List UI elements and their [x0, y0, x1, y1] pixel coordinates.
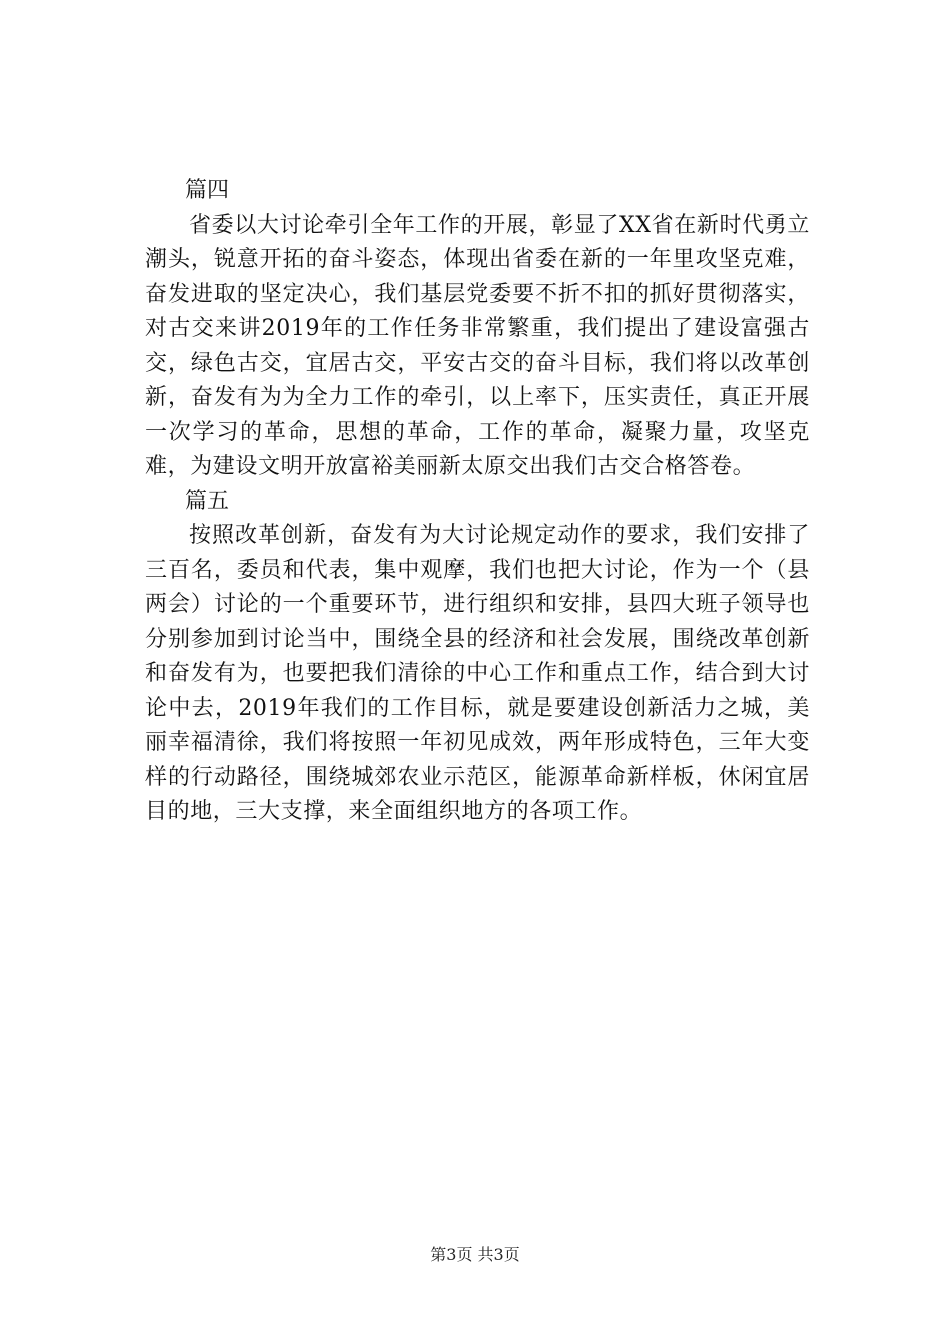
- section-heading: 篇四: [185, 178, 230, 203]
- section-paragraph: 省委以大讨论牵引全年工作的开展，彰显了XX省在新时代勇立潮头，锐意开拓的奋斗姿态，体现出省委在新的一年里攻坚克难，奋发进取的坚定决心，我们基层党委要不折不扣的抓好贯彻落实，对古交来讲2019年的工作任务非常繁重，我们提出了建设富强古交，绿色古交，宜居古交，平安古交的奋斗目标，我们将以改革创新，奋发有为为全力工作的牵引，以上率下，压实责任，真正开展一次学习的革命，思想的革命，工作的革命，凝聚力量，攻坚克难，为建设文明开放富裕美丽新太原交出我们古交合格答卷。: [145, 212, 810, 479]
- page-number-footer: 第3页 共3页: [430, 1245, 520, 1264]
- section-heading: 篇五: [185, 488, 230, 514]
- section-paragraph: 按照改革创新，奋发有为大讨论规定动作的要求，我们安排了三百名，委员和代表，集中观摩，我们也把大讨论，作为一个（县两会）讨论的一个重要环节，进行组织和安排，县四大班子领导也分别参加到讨论当中，围绕全县的经济和社会发展，围绕改革创新和奋发有为，也要把我们清徐的中心工作和重点工作，结合到大讨论中去，2019年我们的工作目标，就是要建设创新活力之城，美丽幸福清徐，我们将按照一年初见成效，两年形成特色，三年大变样的行动路径，围绕城郊农业示范区，能源革命新样板，休闲宜居目的地，三大支撑，来全面组织地方的各项工作。: [145, 523, 810, 824]
- section-4: [145, 174, 810, 485]
- document-body: [145, 174, 810, 830]
- section-5: [145, 485, 810, 830]
